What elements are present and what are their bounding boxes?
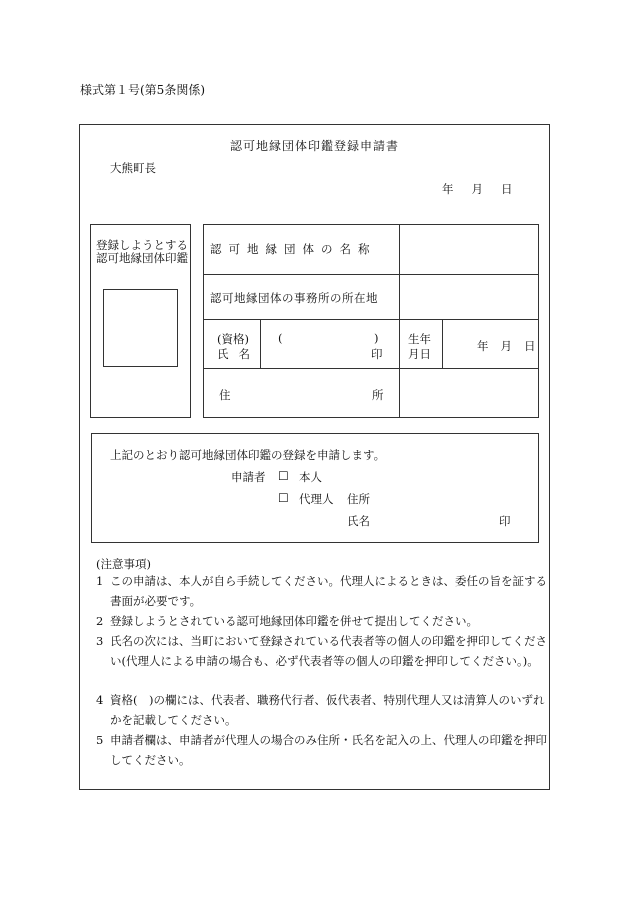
address-label-part2: 所 — [372, 388, 384, 402]
note-number: 2 — [96, 614, 104, 628]
seal-section-label: 登録しようとする認可地縁団体印鑑 — [96, 238, 188, 265]
application-statement: 上記のとおり認可地縁団体印鑑の登録を申請します。 — [110, 448, 386, 462]
note-text: この申請は、本人が自ら手続してください。代理人によるときは、委任の旨を証する書面が必要です。 — [110, 574, 547, 608]
birth-label-line1: 生年 — [408, 332, 431, 346]
table-divider — [204, 319, 538, 320]
table-divider — [442, 319, 443, 368]
note-number: 5 — [96, 733, 104, 747]
note-number: 4 — [96, 693, 104, 707]
date-month: 月 — [471, 182, 483, 196]
notes-title: (注意事項) — [96, 557, 151, 571]
date-day: 日 — [501, 182, 513, 196]
self-checkbox[interactable]: ☐ — [278, 469, 289, 483]
birth-year: 年 — [477, 339, 489, 353]
date-line — [442, 181, 513, 197]
birth-label-line2: 月日 — [408, 347, 431, 361]
self-label: 本人 — [299, 470, 322, 484]
qualification-paren-open: ( — [278, 331, 283, 345]
address-label-part1: 住 — [219, 388, 231, 402]
birth-date-field — [477, 338, 536, 354]
note-number: 3 — [96, 634, 104, 648]
note-number: 1 — [96, 574, 104, 588]
birth-day: 日 — [524, 339, 536, 353]
note-item — [96, 611, 548, 631]
agent-name-label: 氏名 — [347, 514, 370, 528]
table-divider — [204, 274, 538, 275]
applicant-label: 申請者 — [231, 470, 266, 484]
note-item — [96, 571, 548, 611]
form-number-label: 様式第１号(第5条関係) — [80, 83, 205, 97]
table-divider — [260, 319, 261, 368]
note-item — [96, 690, 548, 730]
office-address-label: 認可地縁団体の事務所の所在地 — [210, 291, 378, 305]
form-title: 認可地縁団体印鑑登録申請書 — [229, 139, 399, 153]
addressee: 大熊町長 — [110, 161, 156, 175]
agent-label: 代理人 — [299, 492, 334, 506]
seal-impression-area[interactable] — [103, 289, 178, 367]
agent-seal-mark: 印 — [499, 514, 511, 528]
org-name-label: 認可地縁団体の名称 — [210, 242, 377, 256]
table-divider — [204, 368, 538, 369]
note-text: 登録しようとされている認可地縁団体印鑑を併せて提出してください。 — [110, 614, 478, 628]
name-label: 氏名 — [217, 347, 260, 361]
note-item — [96, 631, 548, 671]
agent-checkbox[interactable]: ☐ — [278, 491, 289, 505]
note-text: 氏名の次には、当町において登録されている代表者等の個人の印鑑を押印してください(代理人による申請の場合も、必ず代表者等の個人の印鑑を押印してください。)。 — [110, 634, 547, 668]
date-year: 年 — [442, 182, 454, 196]
birth-month: 月 — [500, 339, 512, 353]
note-text: 資格( )の欄には、代表者、職務代行者、仮代表者、特別代理人又は清算人のいずれかを記載してください。 — [110, 693, 545, 727]
note-item — [96, 730, 548, 770]
seal-mark: 印 — [371, 347, 383, 361]
table-divider — [399, 225, 400, 417]
qualification-paren-close: ) — [374, 331, 379, 345]
note-text: 申請者欄は、申請者が代理人の場合のみ住所・氏名を記入の上、代理人の印鑑を押印してください。 — [110, 733, 547, 767]
agent-address-label: 住所 — [347, 492, 370, 506]
qualification-label: (資格) — [217, 332, 249, 346]
